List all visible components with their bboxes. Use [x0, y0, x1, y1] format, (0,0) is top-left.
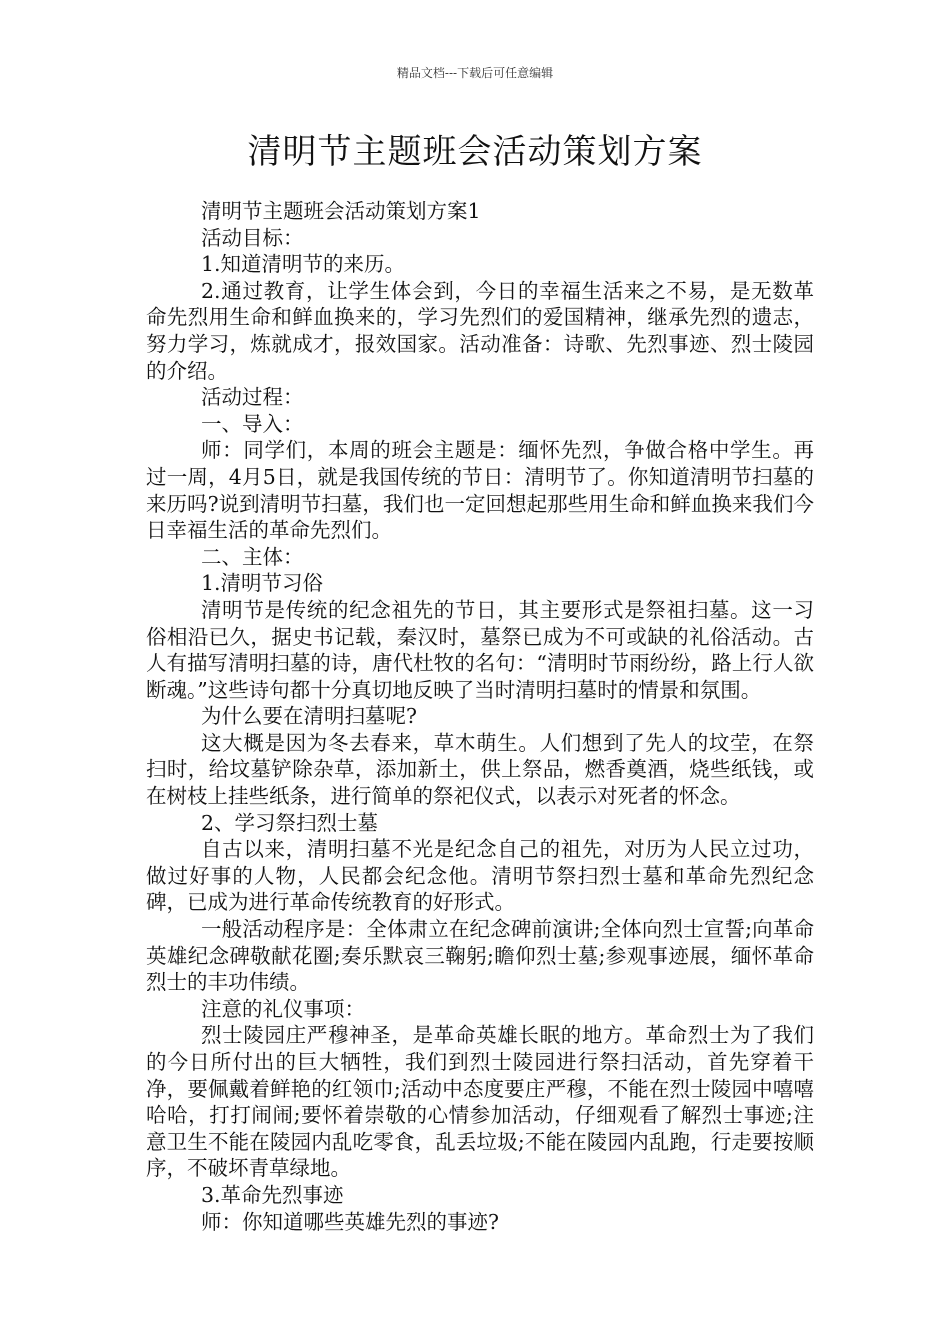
paragraph: 师：你知道哪些英雄先烈的事迹? [201, 1209, 499, 1234]
paragraph: 注意的礼仪事项： [201, 996, 365, 1021]
paragraph: 2.通过教育，让学生体会到，今日的幸福生活来之不易，是无数革命先烈用生命和鲜血换来的，学习先烈们的爱国精神，继承先烈的遗志，努力学习，炼就成才，报效国家。活动准备：诗歌、先烈事迹、烈士陵园的介绍。 [146, 278, 814, 383]
paragraph: 1.知道清明节的来历。 [201, 252, 406, 277]
paragraph: 自古以来，清明扫墓不光是纪念自己的祖先，对历为人民立过功，做过好事的人物，人民都会纪念他。清明节祭扫烈士墓和革命先烈纪念碑，已成为进行革命传统教育的好形式。 [146, 837, 814, 915]
paragraph: 师：同学们，本周的班会主题是：缅怀先烈，争做合格中学生。再过一周，4月5日，就是我国传统的节日：清明节了。你知道清明节扫墓的来历吗?说到清明节扫墓，我们也一定回想起那些用生命和鲜血换来我们今日幸福生活的革命先烈们。 [146, 438, 814, 543]
paragraph: 这大概是因为冬去春来，草木萌生。人们想到了先人的坟茔，在祭扫时，给坟墓铲除杂草，添加新土，供上祭品，燃香奠酒，烧些纸钱，或在树枝上挂些纸条，进行简单的祭祀仪式，以表示对死者的怀念。 [146, 730, 814, 809]
document-title: 清明节主题班会活动策划方案 [247, 132, 703, 172]
paragraph: 3.革命先烈事迹 [201, 1182, 344, 1207]
paragraph: 一般活动程序是：全体肃立在纪念碑前演讲;全体向烈士宣誓;向革命英雄纪念碑敬献花圈;奏乐默哀三鞠躬;瞻仰烈士墓;参观事迹展，缅怀革命烈士的丰功伟绩。 [146, 917, 814, 995]
paragraph: 清明节是传统的纪念祖先的节日，其主要形式是祭祖扫墓。这一习俗相沿已久，据史书记载，秦汉时，墓祭已成为不可或缺的礼俗活动。古人有描写清明扫墓的诗，唐代杜牧的名句：“清明时节雨纷纷，路上行人欲断魂。”这些诗句都十分真切地反映了当时清明扫墓时的情景和氛围。 [146, 597, 814, 702]
paragraph: 一、导入： [201, 411, 304, 436]
paragraph: 1.清明节习俗 [201, 571, 324, 596]
paragraph: 活动过程： [201, 385, 304, 410]
paragraph: 烈士陵园庄严穆神圣，是革命英雄长眠的地方。革命烈士为了我们的今日所付出的巨大牺牲，我们到烈士陵园进行祭扫活动，首先穿着干净，要佩戴着鲜艳的红领巾;活动中态度要庄严穆，不能在烈士陵园中嘻嘻哈哈，打打闹闹;要怀着崇敬的心情参加活动，仔细观看了解烈士事迹;注意卫生不能在陵园内乱吃零食，乱丢垃圾;不能在陵园内乱跑，行走要按顺序，不破坏青草绿地。 [146, 1023, 814, 1181]
paragraph: 二、主体： [201, 544, 304, 569]
paragraph: 活动目标： [201, 225, 304, 250]
paragraph: 清明节主题班会活动策划方案1 [201, 199, 481, 223]
paragraph: 为什么要在清明扫墓呢? [201, 704, 417, 729]
document-body [146, 198, 814, 1235]
page-header: 精品文档---下载后可任意编辑 [396, 66, 554, 80]
paragraph: 2、学习祭扫烈士墓 [201, 810, 379, 835]
